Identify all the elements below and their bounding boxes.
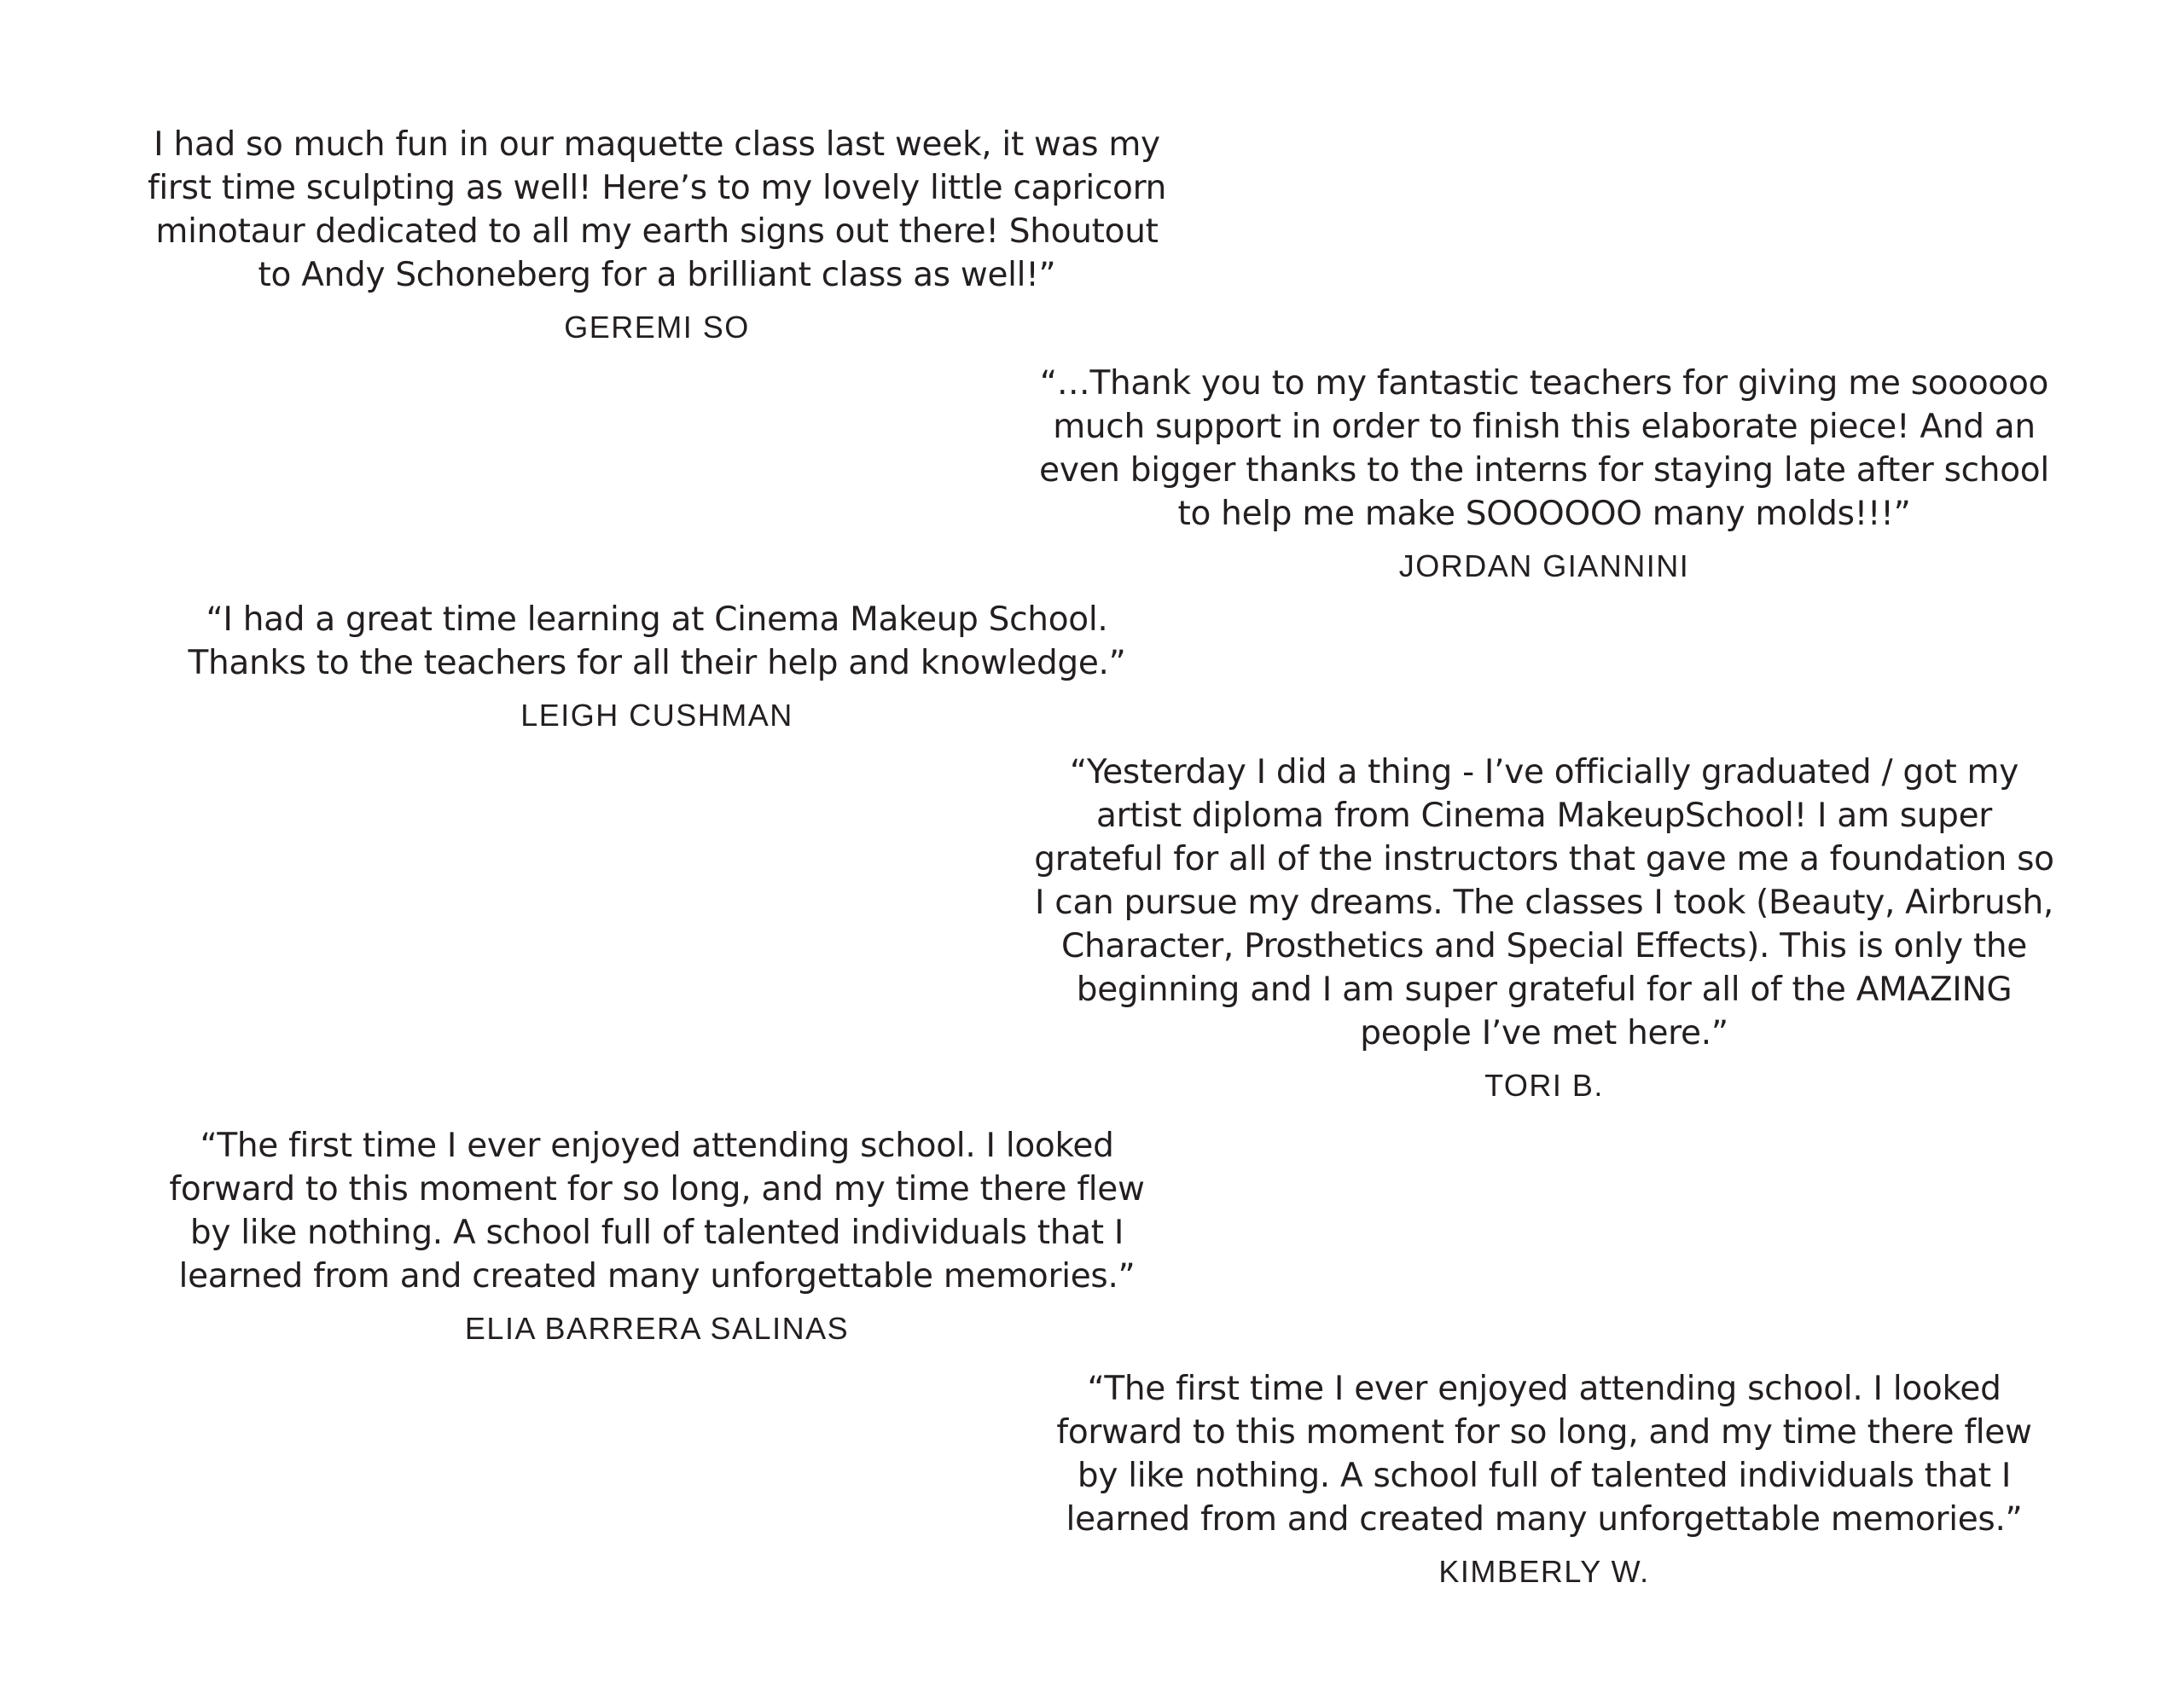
testimonial-quote: “Yesterday I did a thing - I’ve officially graduated / got my artist diploma from Cinema MakeupSchool! I am super grateful for all of the instructors that gave me a foundation so I can pursue my dreams. The classes I took (Beauty, Airbrush, Character, Prosthetics and Special Effects). This is only the beginning and I am super grateful for all of the AMAZING people I’ve met here.”: [1034, 753, 2054, 1052]
testimonial-author: ELIA BARRERA SALINAS: [464, 1311, 850, 1346]
testimonial-author: JORDAN GIANNINI: [1398, 548, 1690, 583]
testimonial-geremi-so: [136, 123, 1177, 346]
testimonial-quote: “The first time I ever enjoyed attending school. I looked forward to this moment for so long, and my time there flew by like nothing. A school full of talented individuals that I learned from and created many unforgettable memories.”: [1056, 1370, 2032, 1539]
testimonial-quote: “The first time I ever enjoyed attending school. I looked forward to this moment for so long, and my time there flew by like nothing. A school full of talented individuals that I learned from and created many unforgettable memories.”: [169, 1127, 1145, 1296]
testimonial-author: TORI B.: [1484, 1068, 1604, 1103]
testimonial-tori-b: [1024, 751, 2065, 1104]
testimonial-quote: “I had a great time learning at Cinema Makeup School. Thanks to the teachers for all their help and knowledge.”: [188, 600, 1126, 682]
testimonial-author: KIMBERLY W.: [1438, 1554, 1650, 1589]
testimonial-quote: “…Thank you to my fantastic teachers for giving me soooooo much support in order to finish this elaborate piece! And an even bigger thanks to the interns for staying late after school to help me make SOOOOOO many molds!!!”: [1039, 364, 2049, 533]
testimonial-author: GEREMI SO: [564, 310, 750, 345]
testimonial-quote: I had so much fun in our maquette class last week, it was my first time sculpting as well! Here’s to my lovely little capricorn minotaur dedicated to all my earth signs out there! Shoutout to Andy Schoneberg for a brilliant class as well!”: [147, 125, 1167, 294]
testimonial-author: LEIGH CUSHMAN: [520, 698, 793, 733]
testimonial-leigh-cushman: [136, 598, 1177, 734]
testimonial-kimberly-w: [1024, 1367, 2065, 1591]
testimonial-jordan-giannini: [1024, 362, 2065, 585]
testimonial-elia-barrera-salinas: [136, 1124, 1177, 1348]
